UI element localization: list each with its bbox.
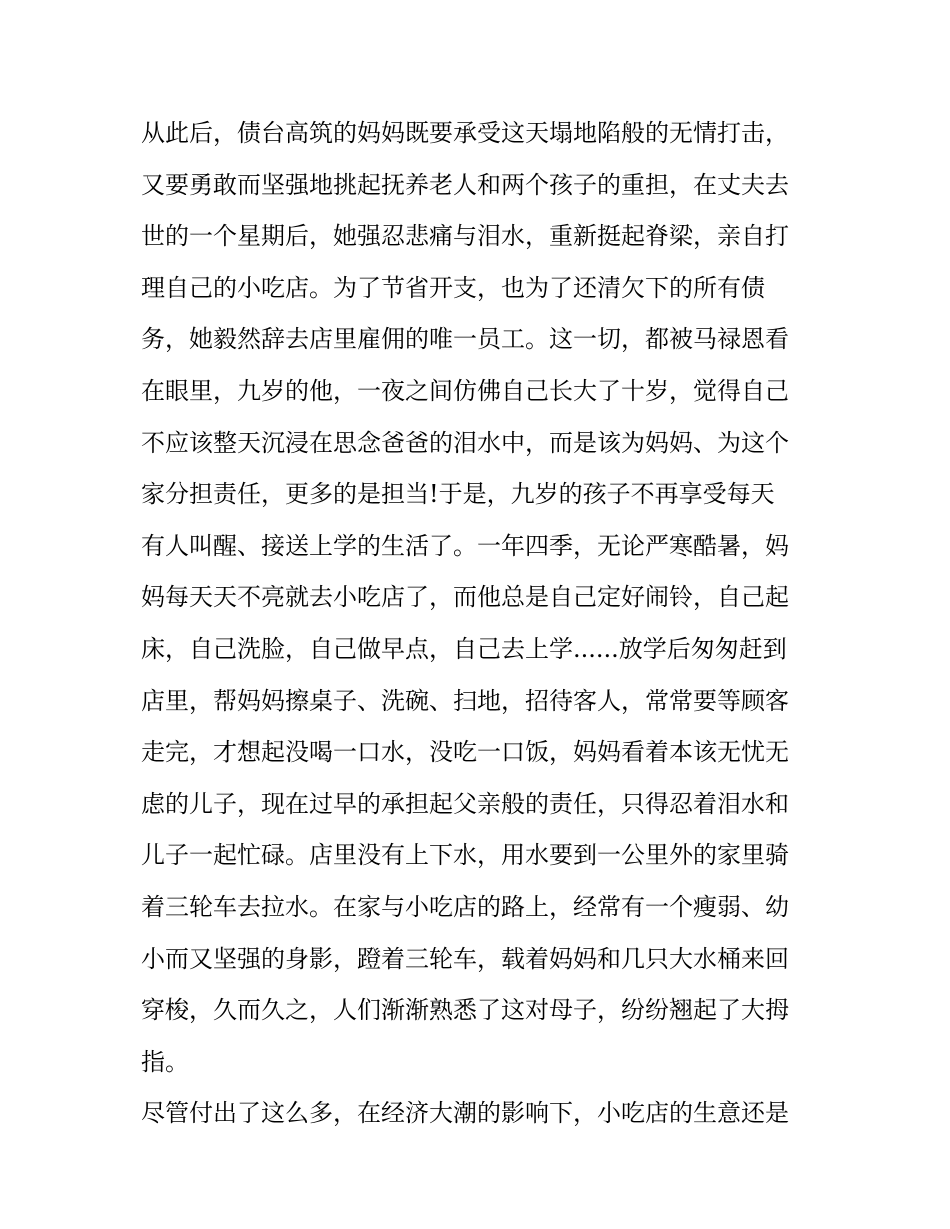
text-line-6: 在眼里，九岁的他，一夜之间仿佛自己长大了十岁，觉得自己 xyxy=(141,376,789,405)
text-line-10: 妈每天天不亮就去小吃店了，而他总是自己定好闹铃，自己起 xyxy=(141,583,789,612)
text-line-5: 务，她毅然辞去店里雇佣的唯一员工。这一切，都被马禄恩看 xyxy=(141,325,789,354)
text-line-8: 家分担责任，更多的是担当!于是，九岁的孩子不再享受每天 xyxy=(141,480,775,509)
text-line-3: 世的一个星期后，她强忍悲痛与泪水，重新挺起脊梁，亲自打 xyxy=(141,222,789,251)
text-line-4: 理自己的小吃店。为了节省开支，也为了还清欠下的所有债 xyxy=(141,273,765,302)
text-line-11: 床，自己洗脸，自己做早点，自己去上学......放学后匆匆赶到 xyxy=(141,634,787,663)
text-line-9: 有人叫醒、接送上学的生活了。一年四季，无论严寒酷暑，妈 xyxy=(141,531,789,560)
text-line-14: 虑的儿子，现在过早的承担起父亲般的责任，只得忍着泪水和 xyxy=(141,789,789,818)
body-text xyxy=(141,108,821,1140)
text-line-17: 小而又坚强的身影，蹬着三轮车，载着妈妈和几只大水桶来回 xyxy=(141,944,789,973)
text-line-7: 不应该整天沉浸在思念爸爸的泪水中，而是该为妈妈、为这个 xyxy=(141,428,789,457)
text-line-13: 走完，才想起没喝一口水，没吃一口饭，妈妈看着本该无忧无 xyxy=(141,738,789,767)
text-line-20: 尽管付出了这么多，在经济大潮的影响下，小吃店的生意还是 xyxy=(141,1099,789,1128)
text-line-1: 从此后，债台高筑的妈妈既要承受这天塌地陷般的无情打击， xyxy=(141,119,789,147)
text-line-2: 又要勇敢而坚强地挑起抚养老人和两个孩子的重担，在丈夫去 xyxy=(141,170,789,199)
text-line-15: 儿子一起忙碌。店里没有上下水，用水要到一公里外的家里骑 xyxy=(141,841,789,870)
text-line-18: 穿梭，久而久之，人们渐渐熟悉了这对母子，纷纷翘起了大拇 xyxy=(141,996,789,1025)
text-line-19: 指。 xyxy=(141,1047,189,1076)
text-line-12: 店里，帮妈妈擦桌子、洗碗、扫地，招待客人，常常要等顾客 xyxy=(141,686,789,715)
text-line-16: 着三轮车去拉水。在家与小吃店的路上，经常有一个瘦弱、幼 xyxy=(141,892,789,921)
